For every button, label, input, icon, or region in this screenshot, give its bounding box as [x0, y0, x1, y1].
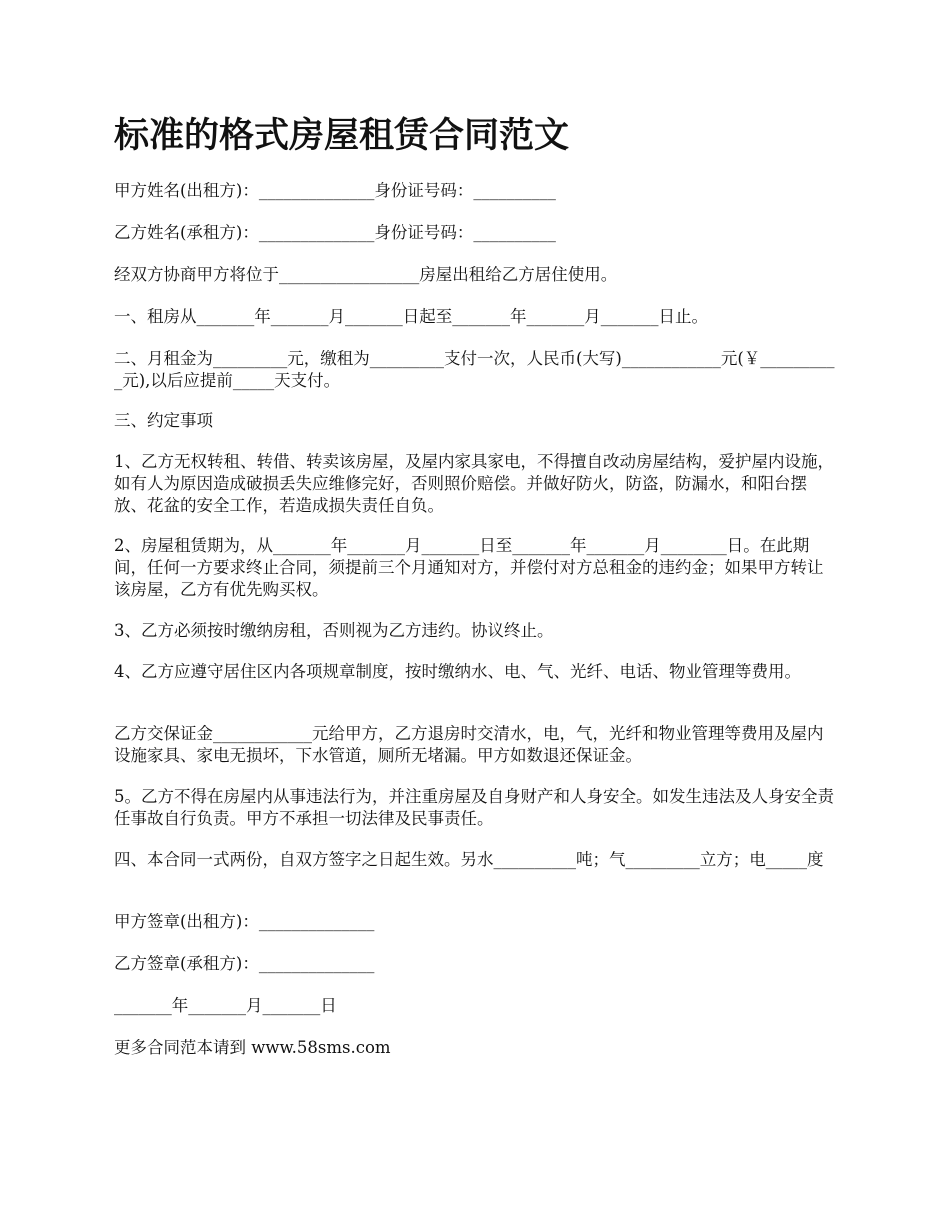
property-location-line: 经双方协商甲方将位于_________________房屋出租给乙方居住使用。 [114, 265, 618, 284]
clause-4-validity: 四、本合同一式两份，自双方签字之日起生效。另水__________吨；气_________立方；电_____度 [114, 850, 824, 869]
signing-date: _______年_______月_______日 [114, 996, 337, 1015]
party-a-line: 甲方姓名(出租方)：______________身份证号码：__________ [114, 181, 556, 200]
term-2: 2、房屋租赁期为，从_______年_______月_______日至_______年_______月________日。在此期间，任何一方要求终止合同，须提前三个月通知对方，并偿付对方总租金的违约金；如果甲方转让该房屋，乙方有优先购买权。 [114, 536, 824, 599]
party-b-line: 乙方姓名(承租方)：______________身份证号码：__________ [114, 223, 556, 242]
document-title: 标准的格式房屋租赁合同范文 [114, 115, 570, 156]
clause-1-lease-period: 一、租房从_______年_______月_______日起至_______年_______月_______日止。 [114, 307, 708, 326]
clause-2-rent: 二、月租金为_________元，缴租为_________支付一次，人民币(大写)____________元(￥__________元),以后应提前_____天支付。 [114, 349, 835, 390]
term-1: 1、乙方无权转租、转借、转卖该房屋，及屋内家具家电，不得擅自改动房屋结构，爱护屋内设施，如有人为原因造成破损丢失应维修完好，否则照价赔偿。并做好防火，防盗，防漏水，和阳台摆放、花盆的安全工作，若造成损失责任自负。 [114, 452, 834, 515]
party-b-signature: 乙方签章(承租方)：______________ [114, 954, 375, 973]
party-a-signature: 甲方签章(出租方)：______________ [114, 912, 375, 931]
term-4: 4、乙方应遵守居住区内各项规章制度，按时缴纳水、电、气、光纤、电话、物业管理等费用。 [114, 662, 801, 681]
term-5: 5。乙方不得在房屋内从事违法行为，并注重房屋及自身财产和人身安全。如发生违法及人身安全责任事故自行负责。甲方不承担一切法律及民事责任。 [114, 787, 834, 828]
clause-3-heading: 三、约定事项 [114, 411, 213, 430]
footer-source-note: 更多合同范本请到 www.58sms.com [114, 1038, 391, 1057]
term-3: 3、乙方必须按时缴纳房租，否则视为乙方违约。协议终止。 [114, 621, 554, 640]
deposit-term: 乙方交保证金____________元给甲方，乙方退房时交清水，电，气，光纤和物业管理等费用及屋内设施家具、家电无损坏，下水管道，厕所无堵漏。甲方如数退还保证金。 [114, 724, 824, 765]
